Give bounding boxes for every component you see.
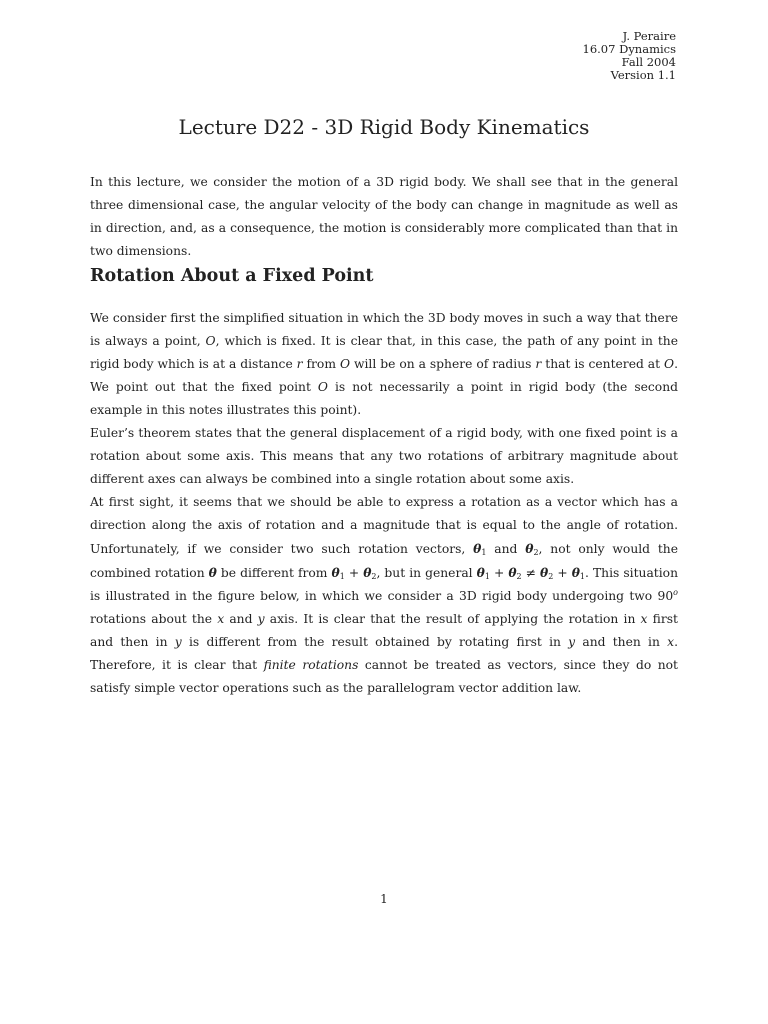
section-body bbox=[90, 307, 678, 700]
lecture-title: Lecture D22 - 3D Rigid Body Kinematics bbox=[178, 115, 590, 139]
page-number: 1 bbox=[380, 892, 388, 906]
header-version: Version 1.1 bbox=[610, 68, 676, 82]
paragraph-fixed-point: We consider first the simplified situation in which the 3D body moves in such a way that there is always a point, O, which is fixed. It is clear that, in this case, the path of any point in the rigid body which is at a distance r from O will be on a sphere of radius r that is centered at O. We point out that the fixed point O is not necessarily a point in rigid body (the second example in this notes illustrates this point). bbox=[90, 311, 679, 417]
paragraph-finite-rotations: At first sight, it seems that we should be able to express a rotation as a vector which has a direction along the axis of rotation and a magnitude that is equal to the angle of rotation. Unfortunately, if we consider two such rotation vectors, $\theta_1$ and $\theta_2$, not only would the combined rotation θ be different from $\theta_1 + \theta_2$, but in general $\theta_1 + \theta_2 \ne \theta_2 + \theta_1$. This situation is illustrated in the figure below, in which we consider a 3D rigid body undergoing two 90$^o$ rotations about the x and y axis. It is clear that the result of applying the rotation in x first and then in y is different from the result obtained by rotating first in y and then in x. Therefore, it is clear that finite rotations cannot be treated as vectors, since they do not satisfy simple vector operations such as the parallelogram vector addition law. bbox=[90, 495, 679, 695]
intro-text: In this lecture, we consider the motion of a 3D rigid body. We shall see that in the general three dimensional case, the angular velocity of the body can change in magnitude as well as in direction, and, as a consequence, the motion is considerably more complicated than that in two dimensions. bbox=[90, 175, 678, 258]
paragraph-euler-theorem: Euler’s theorem states that the general displacement of a rigid body, with one fixed point is a rotation about some axis. This means that any two rotations of arbitrary magnitude about different axes can always be combined into a single rotation about some axis. bbox=[90, 426, 678, 486]
document-header bbox=[583, 30, 676, 82]
section-heading: Rotation About a Fixed Point bbox=[90, 266, 374, 286]
header-course: 16.07 Dynamics bbox=[582, 42, 676, 56]
header-term: Fall 2004 bbox=[621, 55, 676, 69]
header-author: J. Peraire bbox=[622, 29, 676, 43]
intro-paragraph bbox=[90, 171, 678, 263]
